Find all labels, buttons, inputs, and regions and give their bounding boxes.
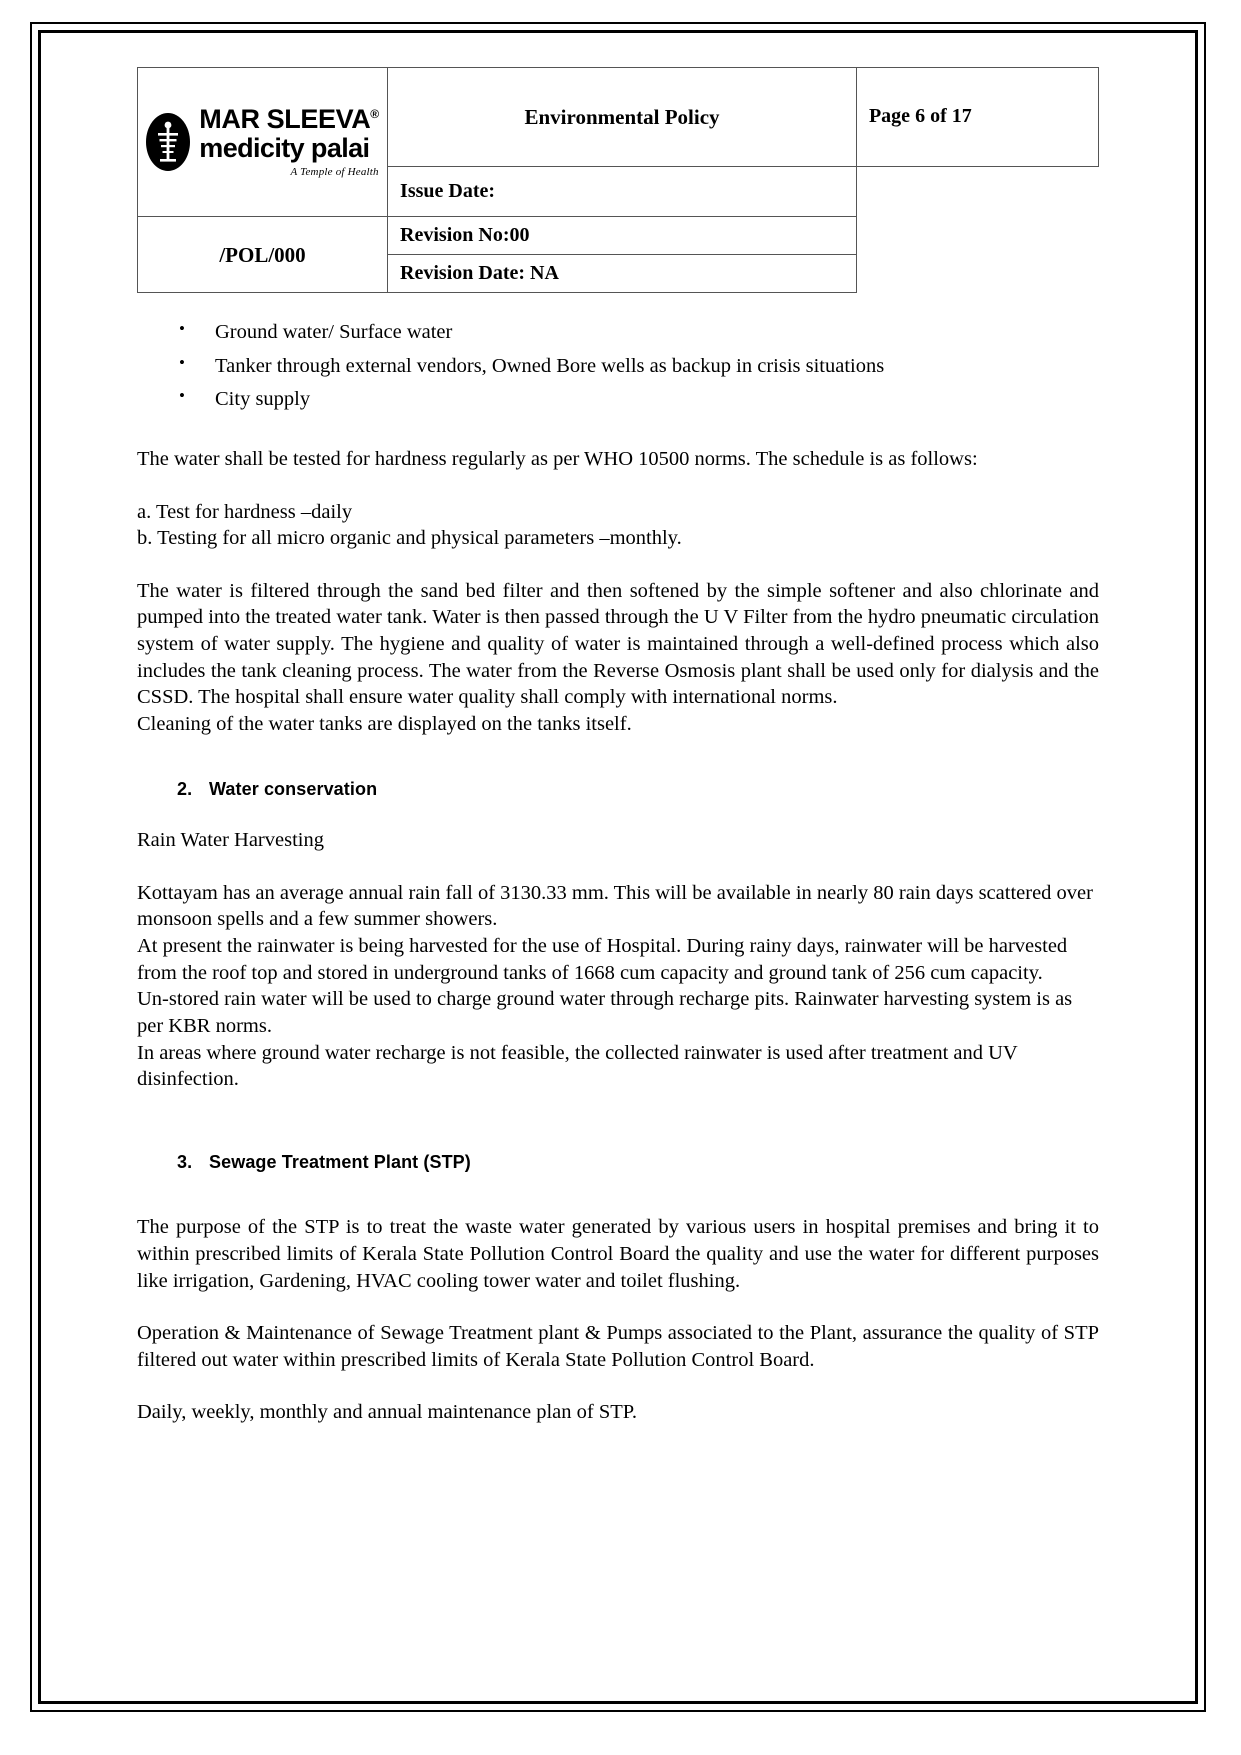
- list-item: • Tanker through external vendors, Owned Bore wells as backup in crisis situations: [215, 353, 1099, 380]
- stp-maintenance-plan-paragraph: Daily, weekly, monthly and annual maintenance plan of STP.: [137, 1401, 638, 1424]
- test-schedule-item-b: b. Testing for all micro organic and physical parameters –monthly.: [137, 527, 682, 550]
- spacer: [137, 1174, 1099, 1214]
- mar-sleeva-emblem-icon: [146, 113, 190, 171]
- header-issue-date: Issue Date:: [388, 166, 857, 216]
- spacer: [137, 552, 1099, 578]
- registered-mark-icon: ®: [370, 107, 379, 121]
- header-logo-cell: [138, 68, 388, 217]
- spacer: [137, 738, 1099, 778]
- stp-operation-paragraph: Operation & Maintenance of Sewage Treatment plant & Pumps associated to the Plant, assurance the quality of STP filtered out water within prescribed limits of Kerala State Pollution Control Board.: [137, 1322, 1099, 1371]
- section-heading-water-conservation: [137, 778, 1099, 801]
- logo-secondary-text: medicity palai: [199, 133, 370, 163]
- rainwater-harvest-paragraph: At present the rainwater is being harvested for the use of Hospital. During rainy days, rainwater will be harvested from the roof top and stored in underground tanks of 1668 cum capacity and ground tank of 256 cum capacity.: [137, 935, 1068, 984]
- section-title: Sewage Treatment Plant (STP): [209, 1151, 471, 1172]
- spacer: [137, 1373, 1099, 1399]
- section-number: 2.: [177, 778, 193, 799]
- spacer: [137, 1093, 1099, 1151]
- header-revision-date: Revision Date: NA: [388, 255, 857, 293]
- header-document-title: Environmental Policy: [388, 68, 857, 167]
- document-body: [137, 293, 1099, 1426]
- section-heading-sewage-treatment-plant: [137, 1151, 1099, 1174]
- spacer: [137, 1294, 1099, 1320]
- rainfall-paragraph: Kottayam has an average annual rain fall of 3130.33 mm. This will be available in nearly 80 rain days scattered over monsoon spells and a few summer showers.: [137, 881, 1093, 931]
- section-number: 3.: [177, 1151, 193, 1172]
- header-document-code: /POL/000: [138, 217, 388, 293]
- logo-primary-text: MAR SLEEVA®: [199, 104, 379, 134]
- test-schedule-item-a: a. Test for hardness –daily: [137, 500, 353, 523]
- header-page-number: Page 6 of 17: [856, 68, 1098, 167]
- recharge-pits-paragraph: Un-stored rain water will be used to charge ground water through recharge pits. Rainwater harvesting system is as per KBR norms.: [137, 988, 1073, 1037]
- document-header-table: [137, 67, 1099, 293]
- uv-disinfection-paragraph: In areas where ground water recharge is not feasible, the collected rainwater is used after treatment and UV disinfection.: [137, 1041, 1018, 1091]
- water-treatment-paragraph: The water is filtered through the sand bed filter and then softened by the simple softener and also chlorinate and pumped into the treated water tank. Water is then passed through the U V Filter from the hydro pneumatic circulation system of water supply. The hygiene and quality of water is maintained through a well-defined process which also includes the tank cleaning process. The water from the Reverse Osmosis plant shall be used only for dialysis and the CSSD. The hospital shall ensure water quality shall comply with international norms.: [137, 579, 1099, 709]
- list-item: • Ground water/ Surface water: [215, 319, 1099, 346]
- page-border-inner: [38, 30, 1198, 1704]
- rain-water-harvesting-subtitle: Rain Water Harvesting: [137, 829, 324, 852]
- stp-purpose-paragraph: The purpose of the STP is to treat the waste water generated by various users in hospital premises and bring it to within prescribed limits of Kerala State Pollution Control Board the quality and use the water for different purposes like irrigation, Gardening, HVAC cooling tower water and toilet flushing.: [137, 1216, 1099, 1292]
- spacer: [137, 801, 1099, 827]
- section-title: Water conservation: [209, 778, 378, 799]
- tank-cleaning-line: Cleaning of the water tanks are displayed on the tanks itself.: [137, 713, 632, 736]
- list-item: • City supply: [215, 386, 1099, 413]
- header-revision-number: Revision No:00: [388, 217, 857, 255]
- spacer: [137, 420, 1099, 446]
- logo-tagline: A Temple of Health: [290, 166, 379, 178]
- spacer: [137, 854, 1099, 880]
- hardness-testing-intro-paragraph: The water shall be tested for hardness regularly as per WHO 10500 norms. The schedule is as follows:: [137, 447, 978, 470]
- page-border-outer: [30, 22, 1206, 1712]
- spacer: [137, 473, 1099, 499]
- water-source-list: [137, 319, 1099, 413]
